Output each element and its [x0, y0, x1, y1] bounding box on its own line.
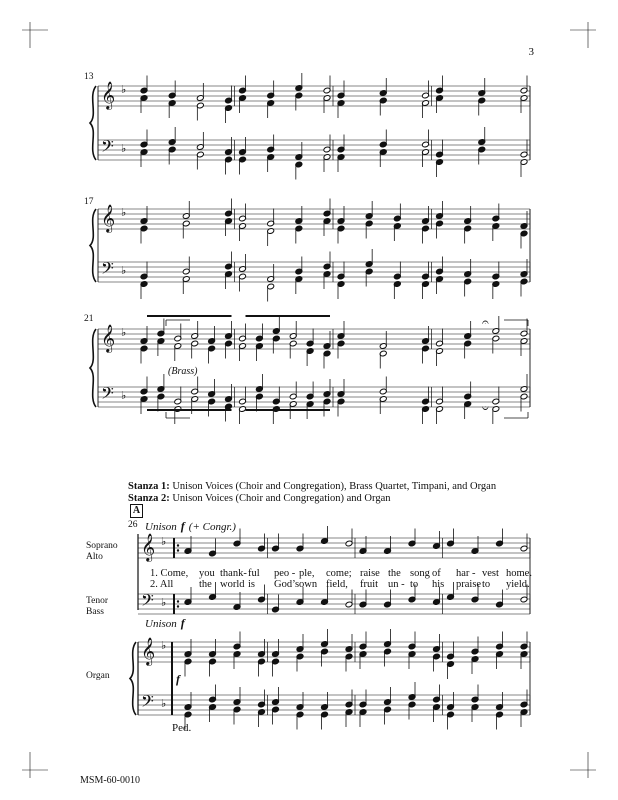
- staff-label-organ: Organ: [86, 671, 110, 681]
- unison-marking: Unison: [145, 618, 177, 630]
- repeat-dot: [177, 605, 179, 607]
- key-signature-flat: ♭: [121, 142, 127, 155]
- lyric-syllable: own: [299, 579, 318, 590]
- lyric-syllable: home.: [506, 568, 532, 579]
- brace: [130, 642, 136, 715]
- stanza-1-label: Stanza 1:: [128, 481, 170, 492]
- brace: [90, 209, 96, 282]
- measure-number: 17: [84, 197, 94, 207]
- stanza-1-info: [128, 481, 496, 492]
- lyric-syllable: ple,: [299, 568, 315, 579]
- key-signature-flat: ♭: [121, 206, 127, 219]
- key-signature-flat: ♭: [161, 596, 167, 609]
- treble-clef-icon: 𝄞: [101, 204, 116, 232]
- key-signature-flat: ♭: [121, 264, 127, 277]
- stanza-2-label: Stanza 2:: [128, 493, 170, 504]
- bass-clef-icon: 𝄢: [141, 691, 154, 715]
- treble-clef-icon: 𝄞: [101, 81, 116, 109]
- lyric-syllable: to: [482, 579, 491, 590]
- key-signature-flat: ♭: [161, 639, 167, 652]
- lyric-syllable: ful: [248, 568, 260, 579]
- measure-number: 26: [128, 520, 138, 530]
- bass-clef-icon: 𝄢: [101, 383, 114, 407]
- repeat-dot: [177, 549, 179, 551]
- dynamic-forte: f: [180, 616, 185, 630]
- bass-clef-icon: 𝄢: [101, 136, 114, 160]
- page-number: 3: [528, 46, 534, 58]
- voice-marking: [145, 517, 236, 535]
- staff-label-bass: Bass: [86, 607, 104, 617]
- key-signature-flat: ♭: [161, 535, 167, 548]
- congregation-note: (+ Congr.): [188, 521, 236, 533]
- lyric-syllable: praise: [456, 579, 482, 590]
- treble-clef-icon: 𝄞: [141, 533, 156, 561]
- lyric-syllable: to: [410, 579, 419, 590]
- lyric-syllable: you: [199, 568, 215, 579]
- treble-clef-icon: 𝄞: [141, 637, 156, 665]
- lyric-syllable: his: [432, 579, 445, 590]
- fermata-icon: 𝄑: [482, 401, 489, 415]
- lyric-syllable: raise: [360, 568, 380, 579]
- lyric-syllable: is: [248, 579, 256, 590]
- lyric-syllable: yield.: [506, 579, 530, 590]
- lyric-syllable: 2. All: [150, 579, 174, 590]
- catalog-number: MSM-60-0010: [80, 775, 141, 786]
- lyric-syllable: come;: [326, 568, 352, 579]
- stanza-1-text: Unison Voices (Choir and Congregation), Brass Quartet, Timpani, and Organ: [172, 481, 497, 492]
- brass-annotation: (Brass): [168, 366, 198, 377]
- measure-number: 21: [84, 314, 94, 324]
- staff-label-alto: Alto: [86, 552, 103, 562]
- stanza-2-info: [128, 493, 390, 504]
- lyric-syllable: the: [388, 568, 401, 579]
- lyric-syllable: the: [199, 579, 212, 590]
- lyric-syllable: song: [410, 568, 430, 579]
- bass-clef-icon: 𝄢: [101, 258, 114, 282]
- lyric-syllable: 1. Come,: [150, 568, 189, 579]
- key-signature-flat: ♭: [121, 326, 127, 339]
- brace: [90, 329, 96, 407]
- fermata-icon: 𝄐: [482, 315, 489, 329]
- unison-marking: Unison: [145, 521, 177, 533]
- lyric-syllable: fruit: [360, 579, 379, 590]
- lower-voice-marking: [145, 614, 185, 632]
- lyric-syllable: field,: [326, 579, 348, 590]
- measure-number: 13: [84, 72, 94, 82]
- lyric-syllable: of: [432, 568, 441, 579]
- dynamic-forte: f: [180, 519, 185, 533]
- stanza-2-text: Unison Voices (Choir and Congregation) and Organ: [172, 493, 391, 504]
- key-signature-flat: ♭: [121, 83, 127, 96]
- repeat-dot: [177, 544, 179, 546]
- lyric-syllable: world: [220, 579, 245, 590]
- lyric-syllable: un -: [388, 579, 405, 590]
- lyric-syllable: God’s: [274, 579, 300, 590]
- key-signature-flat: ♭: [161, 697, 167, 710]
- bass-clef-icon: 𝄢: [141, 590, 154, 614]
- brace: [90, 86, 96, 160]
- lyric-syllable: vest: [482, 568, 499, 579]
- staff-label-tenor: Tenor: [86, 596, 109, 606]
- lyric-syllable: peo -: [274, 568, 296, 579]
- lyric-syllable: thank-: [220, 568, 247, 579]
- treble-clef-icon: 𝄞: [101, 324, 116, 352]
- pedal-marking: Ped.: [172, 722, 192, 734]
- key-signature-flat: ♭: [121, 389, 127, 402]
- rehearsal-mark: A: [130, 504, 143, 518]
- lyric-syllable: har -: [456, 568, 476, 579]
- staff-label-soprano: Soprano: [86, 541, 118, 551]
- organ-dynamic-forte: f: [176, 672, 180, 686]
- repeat-dot: [177, 600, 179, 602]
